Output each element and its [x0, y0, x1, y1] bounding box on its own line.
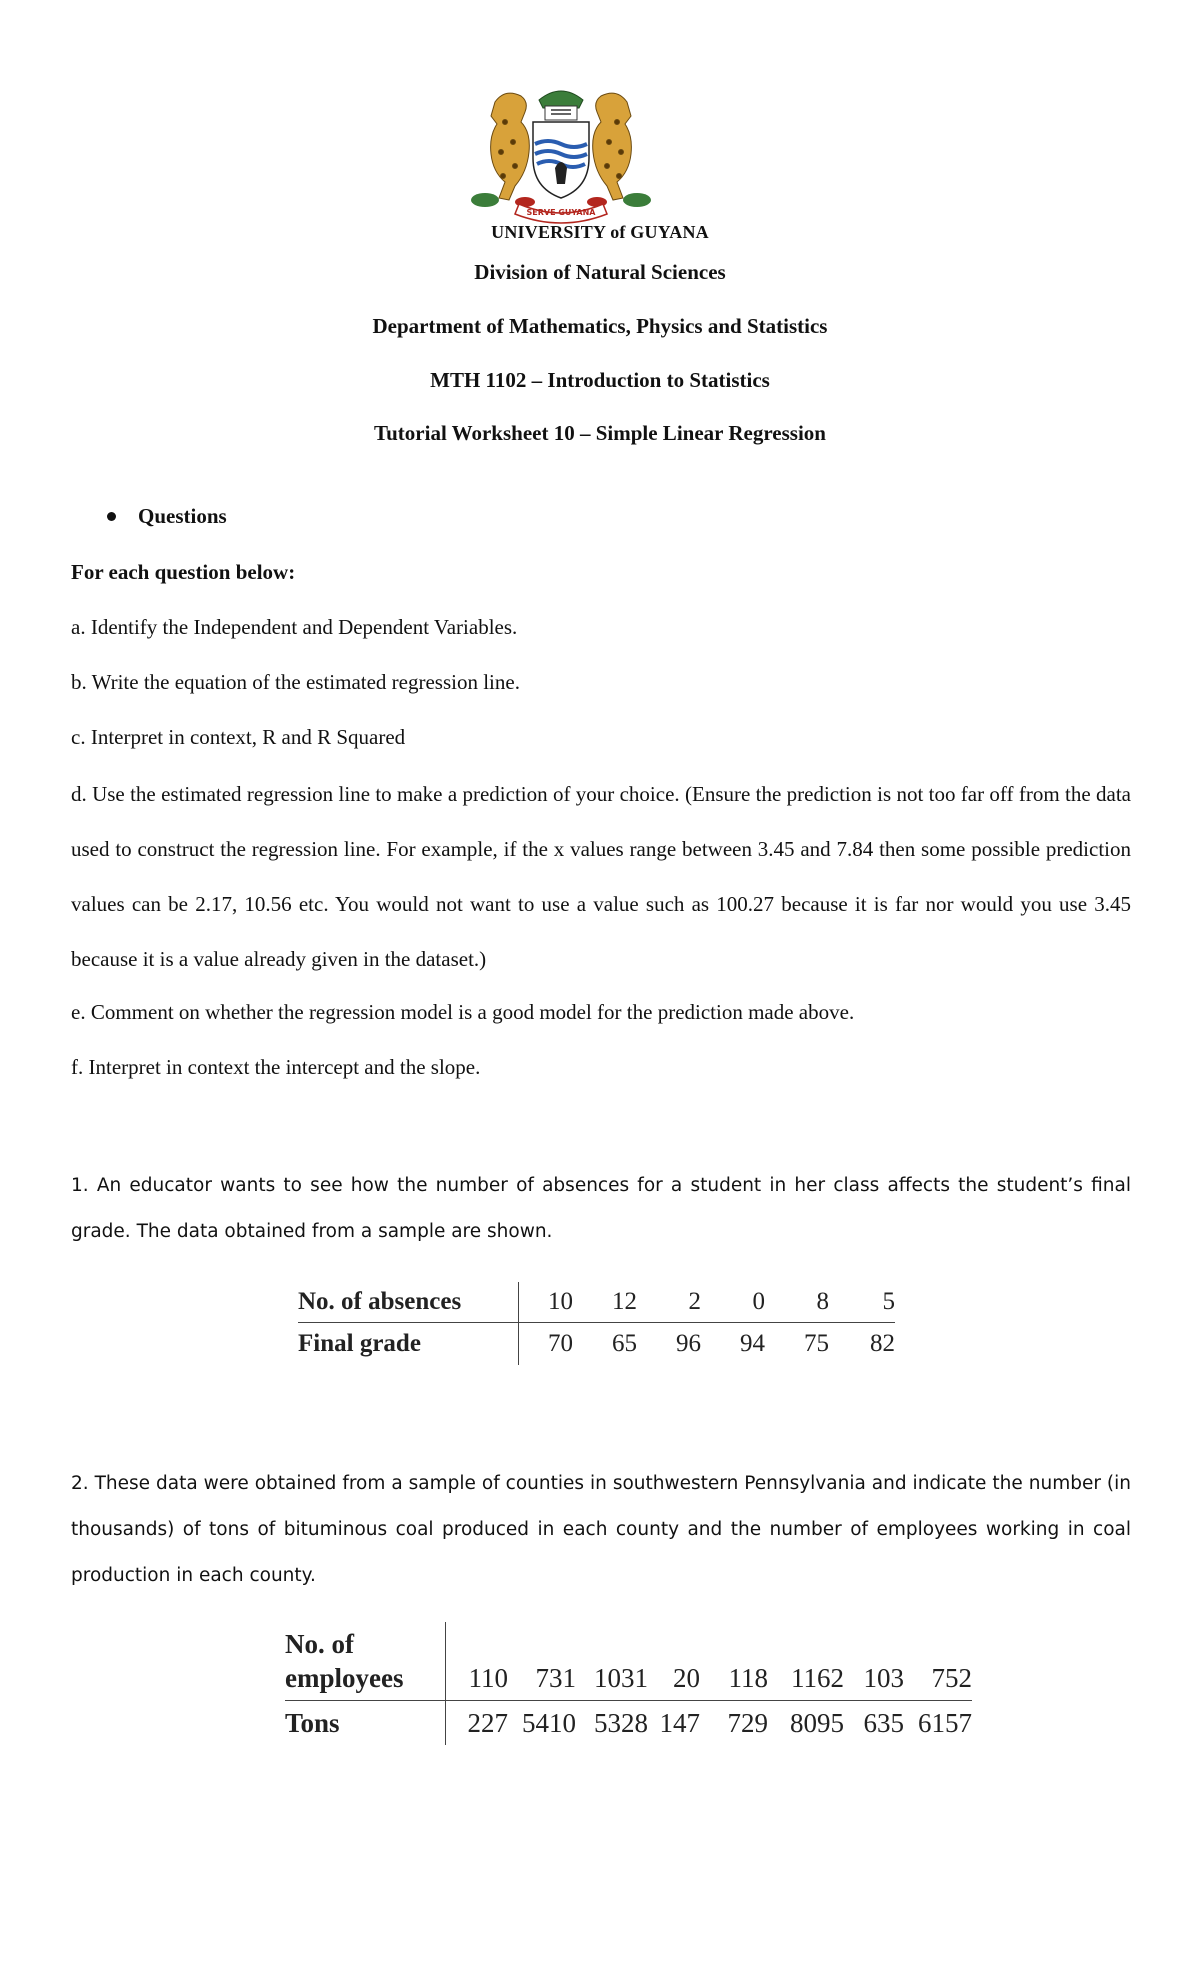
department-title: Department of Mathematics, Physics and Statistics: [372, 314, 828, 338]
question-2-data-table: [285, 1622, 972, 1745]
table-cell: 147: [659, 1707, 700, 1738]
table-cell: 2: [637, 1282, 701, 1323]
crest-shield: [533, 122, 589, 198]
instruction-e: e. Comment on whether the regression model is a good model for the prediction made above.: [71, 1000, 855, 1024]
table-cell: 70: [548, 1330, 573, 1357]
table-cell: 8: [765, 1282, 829, 1323]
crest-headdress: [539, 91, 583, 120]
table-cell: 8095: [790, 1707, 844, 1738]
right-jaguar: [593, 93, 632, 200]
question-1-data-table: [298, 1282, 895, 1365]
instruction-a: a. Identify the Independent and Dependent Variables.: [71, 615, 518, 639]
table-cell: 5410: [522, 1707, 576, 1738]
table-cell: 110: [446, 1622, 509, 1701]
division-title: Division of Natural Sciences: [474, 260, 726, 284]
worksheet-title: Tutorial Worksheet 10 – Simple Linear Regression: [374, 421, 826, 445]
table-row: [298, 1282, 895, 1323]
table-row: [298, 1323, 895, 1366]
table-cell: 5: [829, 1282, 895, 1323]
left-jaguar: [491, 93, 530, 200]
row-label-line: No. of: [285, 1629, 354, 1659]
table-cell: 96: [676, 1330, 701, 1357]
instructions-lead: For each question below:: [71, 560, 296, 584]
instruction-c: c. Interpret in context, R and R Squared: [71, 725, 406, 749]
question-1-text: 1. An educator wants to see how the number of absences for a student in her class affects the student’s final grade. The data obtained from a sample are shown.: [71, 1175, 1131, 1242]
university-name: UNIVERSITY of GUYANA: [491, 222, 709, 242]
table-cell: 227: [467, 1707, 508, 1738]
row-label: No. of absences: [298, 1282, 519, 1323]
table-cell: 1162: [768, 1622, 844, 1701]
table-cell: 5328: [594, 1707, 648, 1738]
crest-motto: SERVE GUYANA: [526, 208, 596, 217]
course-title: MTH 1102 – Introduction to Statistics: [430, 368, 770, 392]
table-cell: 6157: [918, 1707, 972, 1738]
table-cell: 103: [844, 1622, 904, 1701]
table-row: [285, 1622, 972, 1701]
row-label: [285, 1622, 446, 1701]
table-cell: 94: [740, 1330, 765, 1357]
table-cell: 0: [701, 1282, 765, 1323]
crest-motto-ribbon: [515, 204, 607, 223]
instruction-f: f. Interpret in context the intercept and the slope.: [71, 1055, 481, 1079]
instruction-d: d. Use the estimated regression line to make a prediction of your choice. (Ensure the prediction is not too far off from the data used to construct the regression line. For example, if the x values range between 3.45 and 7.84 then some possible prediction values can be 2.17, 10.56 etc. You would not want to use a value such as 100.27 because it is far nor would you use 3.45 because it is a value already given in the dataset.): [71, 782, 1131, 971]
section-heading: [107, 504, 227, 529]
table-cell: 1031: [576, 1622, 648, 1701]
bullet-icon: [107, 512, 116, 521]
table-cell: 65: [612, 1330, 637, 1357]
table-cell: 635: [863, 1707, 904, 1738]
table-cell: 12: [573, 1282, 637, 1323]
table-cell: 752: [904, 1622, 972, 1701]
section-heading-label: Questions: [138, 504, 227, 528]
row-label: Final grade: [298, 1323, 519, 1366]
row-label-line: employees: [285, 1663, 404, 1693]
instruction-b: b. Write the equation of the estimated regression line.: [71, 670, 520, 694]
table-cell: 10: [519, 1282, 574, 1323]
table-cell: 75: [804, 1330, 829, 1357]
table-cell: 82: [870, 1330, 895, 1357]
table-cell: 20: [648, 1622, 700, 1701]
table-cell: 118: [700, 1622, 768, 1701]
table-cell: 729: [727, 1707, 768, 1738]
row-label: Tons: [285, 1701, 446, 1746]
university-crest-logo: [455, 82, 667, 224]
table-cell: 731: [508, 1622, 576, 1701]
question-2-text: 2. These data were obtained from a sample of counties in southwestern Pennsylvania and indicate the number (in thousands) of tons of bituminous coal produced in each county and the number of employees working in coal production in each county.: [71, 1473, 1131, 1586]
table-row: [285, 1701, 972, 1746]
